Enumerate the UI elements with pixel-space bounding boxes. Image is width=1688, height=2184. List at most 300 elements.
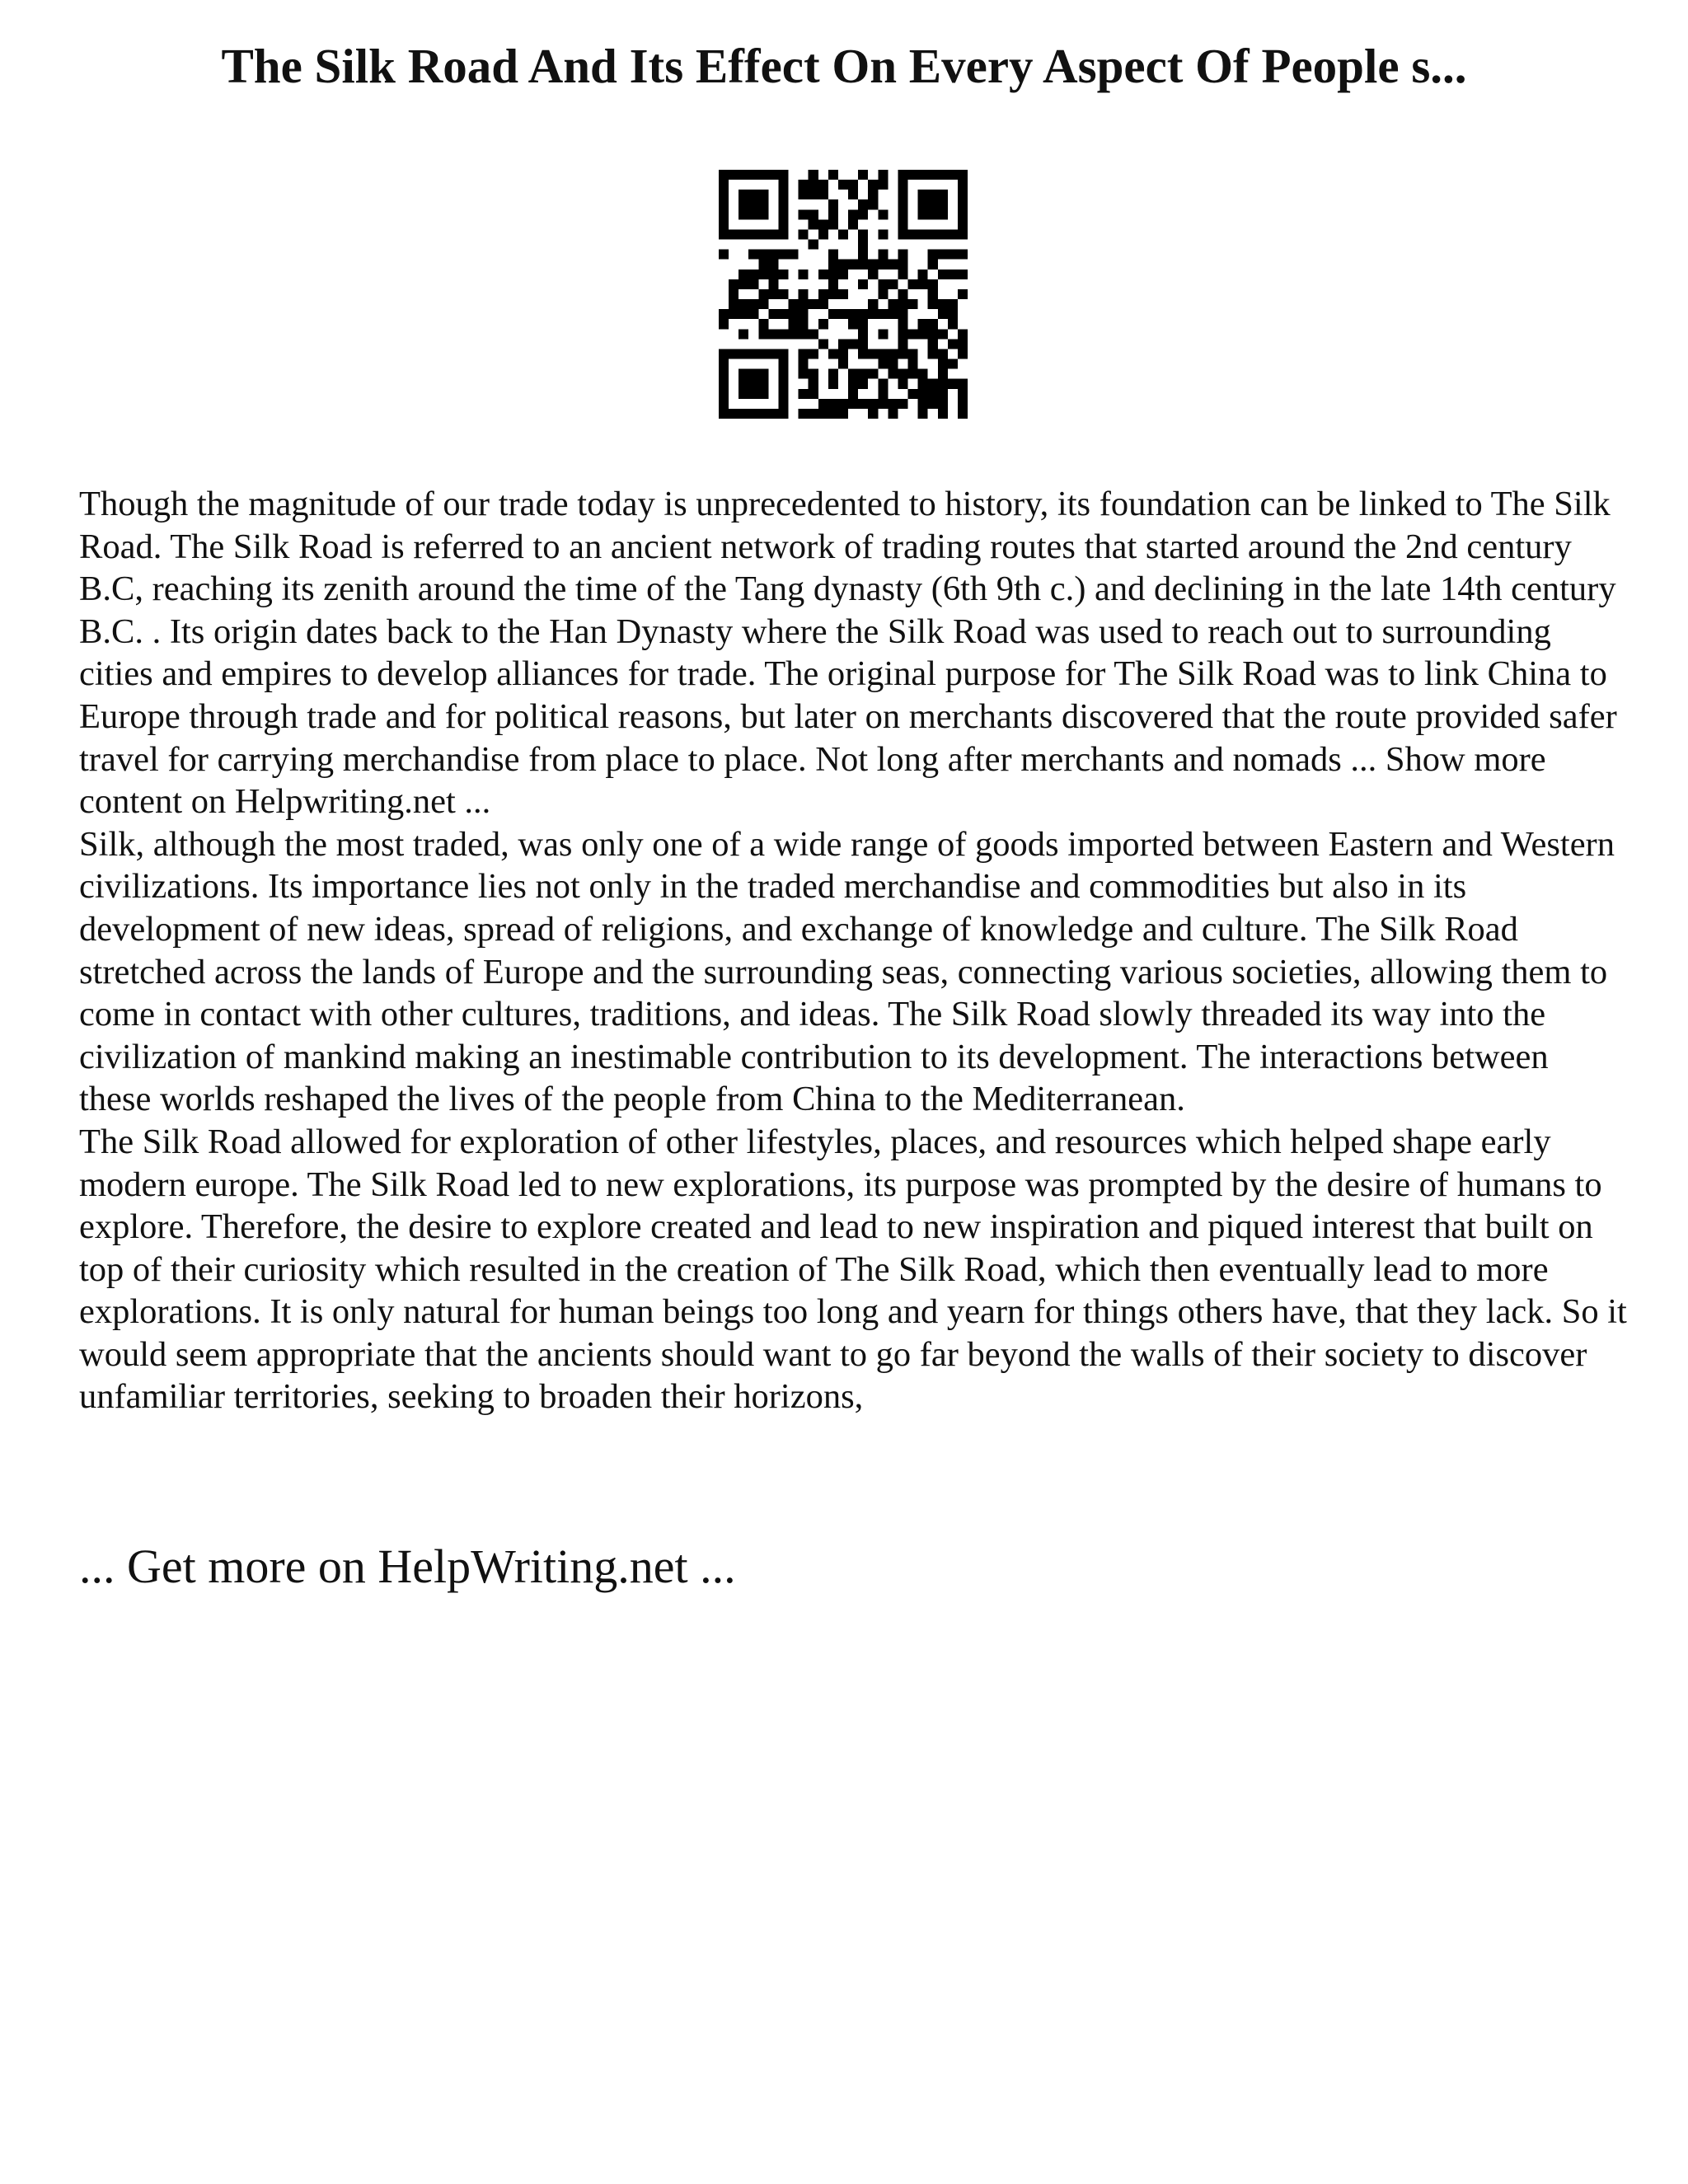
qr-module bbox=[928, 339, 938, 349]
qr-module bbox=[878, 260, 888, 269]
qr-module bbox=[938, 199, 948, 209]
paragraph-3: The Silk Road allowed for exploration of other lifestyles, places, and resources which helped shape early modern europe. The Silk Road led to new explorations, its purpose was prompted by the desire of humans to explore. Therefore, the desire to explore created and lead to new inspiration and piqued interest that built on top of their curiosity which resulted in the creation of The Silk Road, which then eventually lead to more explorations. It is only natural for human beings too long and yearn for things others have, that they lack. So it would seem appropriate that the ancients should want to go far beyond the walls of their society to discover unfamiliar territories, seeking to broaden their horizons, bbox=[79, 1122, 1627, 1417]
qr-module bbox=[719, 319, 729, 329]
qr-module bbox=[799, 349, 809, 359]
qr-module bbox=[738, 299, 748, 309]
qr-module bbox=[778, 209, 788, 219]
qr-module bbox=[748, 409, 758, 419]
qr-module bbox=[758, 379, 768, 389]
qr-module bbox=[888, 359, 898, 369]
qr-module bbox=[719, 349, 729, 359]
qr-module bbox=[868, 299, 878, 309]
qr-module bbox=[729, 170, 738, 180]
qr-module bbox=[918, 389, 928, 399]
qr-module bbox=[938, 409, 948, 419]
qr-module bbox=[958, 229, 968, 239]
qr-module bbox=[858, 399, 868, 409]
qr-module bbox=[948, 269, 958, 279]
qr-module bbox=[799, 229, 809, 239]
qr-module bbox=[719, 399, 729, 409]
qr-module bbox=[878, 359, 888, 369]
qr-module bbox=[719, 170, 729, 180]
qr-module bbox=[848, 209, 858, 219]
qr-module bbox=[778, 250, 788, 260]
qr-module bbox=[809, 190, 818, 199]
qr-module bbox=[758, 170, 768, 180]
qr-module bbox=[818, 399, 828, 409]
qr-module bbox=[738, 199, 748, 209]
qr-module bbox=[948, 309, 958, 319]
qr-module bbox=[948, 379, 958, 389]
qr-module bbox=[809, 240, 818, 250]
qr-module bbox=[898, 260, 907, 269]
qr-module bbox=[748, 170, 758, 180]
qr-module bbox=[958, 170, 968, 180]
qr-module bbox=[748, 389, 758, 399]
qr-module bbox=[799, 409, 809, 419]
qr-module bbox=[898, 309, 907, 319]
qr-module bbox=[809, 329, 818, 339]
qr-code-icon bbox=[719, 170, 968, 419]
qr-module bbox=[748, 209, 758, 219]
qr-module bbox=[828, 399, 838, 409]
qr-module bbox=[719, 199, 729, 209]
qr-module bbox=[729, 409, 738, 419]
qr-module bbox=[878, 279, 888, 289]
qr-module bbox=[918, 369, 928, 379]
qr-module bbox=[918, 329, 928, 339]
qr-module bbox=[789, 250, 799, 260]
qr-module bbox=[738, 279, 748, 289]
qr-module bbox=[918, 209, 928, 219]
qr-module bbox=[928, 199, 938, 209]
qr-module bbox=[868, 199, 878, 209]
qr-module bbox=[768, 279, 778, 289]
qr-module bbox=[818, 319, 828, 329]
qr-module bbox=[918, 319, 928, 329]
qr-module bbox=[958, 219, 968, 229]
qr-module bbox=[938, 389, 948, 399]
qr-module bbox=[809, 389, 818, 399]
qr-module bbox=[958, 180, 968, 190]
qr-module bbox=[729, 349, 738, 359]
qr-module bbox=[799, 369, 809, 379]
qr-module bbox=[778, 180, 788, 190]
qr-module bbox=[758, 369, 768, 379]
qr-module bbox=[768, 349, 778, 359]
qr-module bbox=[738, 389, 748, 399]
qr-module bbox=[958, 389, 968, 399]
qr-module bbox=[758, 269, 768, 279]
qr-module bbox=[818, 180, 828, 190]
qr-module bbox=[799, 289, 809, 299]
qr-module bbox=[828, 279, 838, 289]
qr-module bbox=[778, 369, 788, 379]
qr-module bbox=[738, 190, 748, 199]
qr-module bbox=[878, 389, 888, 399]
qr-module bbox=[848, 180, 858, 190]
qr-module bbox=[848, 219, 858, 229]
qr-module bbox=[738, 349, 748, 359]
qr-module bbox=[898, 269, 907, 279]
qr-module bbox=[878, 349, 888, 359]
qr-module bbox=[719, 369, 729, 379]
qr-module bbox=[868, 349, 878, 359]
qr-module bbox=[789, 299, 799, 309]
qr-module bbox=[828, 289, 838, 299]
qr-module bbox=[828, 219, 838, 229]
qr-module bbox=[868, 260, 878, 269]
qr-module bbox=[888, 299, 898, 309]
qr-module bbox=[768, 309, 778, 319]
qr-module bbox=[748, 299, 758, 309]
qr-module bbox=[938, 349, 948, 359]
qr-module bbox=[958, 329, 968, 339]
qr-module bbox=[748, 199, 758, 209]
qr-module bbox=[848, 260, 858, 269]
document-title: The Silk Road And Its Effect On Every Aspect Of People s... bbox=[221, 39, 1467, 93]
qr-module bbox=[868, 180, 878, 190]
qr-module bbox=[738, 229, 748, 239]
qr-module bbox=[778, 190, 788, 199]
qr-module bbox=[958, 269, 968, 279]
qr-module bbox=[719, 389, 729, 399]
qr-module bbox=[799, 319, 809, 329]
qr-module bbox=[928, 190, 938, 199]
qr-module bbox=[868, 269, 878, 279]
qr-module bbox=[938, 369, 948, 379]
qr-module bbox=[858, 329, 868, 339]
qr-module bbox=[848, 190, 858, 199]
qr-module bbox=[878, 170, 888, 180]
qr-module bbox=[748, 379, 758, 389]
qr-module bbox=[729, 229, 738, 239]
qr-module bbox=[858, 339, 868, 349]
qr-module bbox=[778, 309, 788, 319]
qr-module bbox=[748, 190, 758, 199]
qr-module bbox=[828, 260, 838, 269]
qr-module bbox=[938, 399, 948, 409]
qr-module bbox=[918, 170, 928, 180]
qr-module bbox=[938, 299, 948, 309]
qr-module bbox=[768, 329, 778, 339]
qr-module bbox=[719, 219, 729, 229]
qr-module bbox=[858, 319, 868, 329]
qr-module bbox=[878, 399, 888, 409]
qr-module bbox=[778, 359, 788, 369]
qr-module bbox=[918, 199, 928, 209]
qr-module bbox=[818, 409, 828, 419]
qr-module bbox=[838, 409, 848, 419]
qr-module bbox=[928, 349, 938, 359]
qr-module bbox=[878, 180, 888, 190]
qr-module bbox=[778, 289, 788, 299]
qr-module bbox=[719, 250, 729, 260]
qr-module bbox=[828, 379, 838, 389]
qr-module bbox=[848, 319, 858, 329]
qr-module bbox=[738, 269, 748, 279]
qr-module bbox=[738, 379, 748, 389]
qr-module bbox=[809, 180, 818, 190]
qr-module bbox=[958, 379, 968, 389]
qr-module bbox=[738, 369, 748, 379]
qr-module bbox=[768, 170, 778, 180]
qr-module bbox=[898, 349, 907, 359]
qr-module bbox=[818, 229, 828, 239]
qr-module bbox=[828, 369, 838, 379]
qr-module bbox=[918, 279, 928, 289]
qr-module bbox=[838, 339, 848, 349]
qr-module bbox=[938, 269, 948, 279]
qr-module bbox=[848, 309, 858, 319]
qr-module bbox=[758, 329, 768, 339]
qr-module bbox=[778, 329, 788, 339]
qr-module bbox=[928, 260, 938, 269]
qr-module bbox=[858, 309, 868, 319]
qr-module bbox=[799, 190, 809, 199]
qr-module bbox=[809, 379, 818, 389]
qr-module bbox=[858, 349, 868, 359]
qr-module bbox=[809, 409, 818, 419]
qr-module bbox=[758, 250, 768, 260]
qr-module bbox=[888, 369, 898, 379]
qr-module bbox=[768, 409, 778, 419]
qr-module bbox=[948, 250, 958, 260]
qr-module bbox=[858, 369, 868, 379]
qr-module bbox=[958, 349, 968, 359]
qr-module bbox=[928, 209, 938, 219]
qr-module bbox=[818, 339, 828, 349]
qr-module bbox=[828, 409, 838, 419]
qr-module bbox=[778, 379, 788, 389]
qr-module bbox=[868, 190, 878, 199]
qr-module bbox=[799, 180, 809, 190]
qr-module bbox=[948, 319, 958, 329]
qr-module bbox=[918, 379, 928, 389]
qr-module bbox=[918, 229, 928, 239]
qr-module bbox=[719, 309, 729, 319]
qr-module bbox=[928, 389, 938, 399]
qr-module bbox=[758, 229, 768, 239]
qr-module bbox=[719, 180, 729, 190]
qr-module bbox=[918, 409, 928, 419]
qr-module bbox=[898, 289, 907, 299]
qr-module bbox=[928, 170, 938, 180]
qr-module bbox=[858, 240, 868, 250]
qr-module bbox=[888, 279, 898, 289]
qr-module bbox=[898, 209, 907, 219]
qr-module bbox=[898, 180, 907, 190]
qr-module bbox=[828, 250, 838, 260]
qr-module bbox=[838, 229, 848, 239]
qr-module bbox=[738, 209, 748, 219]
qr-module bbox=[878, 309, 888, 319]
qr-module bbox=[938, 359, 948, 369]
qr-module bbox=[738, 309, 748, 319]
qr-module bbox=[719, 409, 729, 419]
qr-module bbox=[858, 279, 868, 289]
qr-module bbox=[898, 339, 907, 349]
qr-module bbox=[748, 269, 758, 279]
qr-module bbox=[748, 229, 758, 239]
qr-module bbox=[868, 369, 878, 379]
qr-module bbox=[799, 309, 809, 319]
qr-module bbox=[768, 269, 778, 279]
qr-module bbox=[878, 229, 888, 239]
qr-module bbox=[838, 309, 848, 319]
qr-module bbox=[858, 209, 868, 219]
qr-module bbox=[838, 269, 848, 279]
qr-module bbox=[818, 190, 828, 199]
qr-module bbox=[758, 190, 768, 199]
qr-module bbox=[958, 409, 968, 419]
qr-module bbox=[768, 250, 778, 260]
qr-module bbox=[938, 209, 948, 219]
qr-module bbox=[799, 329, 809, 339]
qr-module bbox=[758, 319, 768, 329]
qr-module bbox=[908, 359, 918, 369]
qr-module bbox=[778, 349, 788, 359]
qr-module bbox=[938, 379, 948, 389]
qr-module bbox=[778, 219, 788, 229]
qr-module bbox=[848, 369, 858, 379]
qr-module bbox=[928, 229, 938, 239]
qr-module bbox=[729, 279, 738, 289]
qr-module bbox=[948, 299, 958, 309]
qr-module bbox=[828, 209, 838, 219]
get-more-link[interactable]: ... Get more on HelpWriting.net ... bbox=[79, 1540, 736, 1593]
qr-module bbox=[898, 199, 907, 209]
qr-module bbox=[748, 250, 758, 260]
qr-module bbox=[848, 379, 858, 389]
qr-module bbox=[799, 359, 809, 369]
qr-module bbox=[828, 309, 838, 319]
qr-module bbox=[719, 209, 729, 219]
qr-module bbox=[918, 269, 928, 279]
qr-module bbox=[828, 349, 838, 359]
qr-module bbox=[858, 260, 868, 269]
qr-module bbox=[778, 170, 788, 180]
qr-module bbox=[958, 190, 968, 199]
qr-module bbox=[858, 250, 868, 260]
qr-module bbox=[818, 219, 828, 229]
qr-module bbox=[898, 319, 907, 329]
qr-module bbox=[748, 349, 758, 359]
qr-module bbox=[838, 289, 848, 299]
qr-module bbox=[758, 209, 768, 219]
qr-module bbox=[918, 399, 928, 409]
qr-module bbox=[729, 299, 738, 309]
qr-module bbox=[908, 229, 918, 239]
qr-module bbox=[738, 170, 748, 180]
qr-module bbox=[948, 359, 958, 369]
qr-module bbox=[928, 289, 938, 299]
qr-module bbox=[848, 389, 858, 399]
qr-module bbox=[928, 319, 938, 329]
qr-module bbox=[809, 219, 818, 229]
qr-module bbox=[828, 170, 838, 180]
qr-module bbox=[858, 170, 868, 180]
qr-module bbox=[799, 269, 809, 279]
qr-module bbox=[898, 250, 907, 260]
qr-module bbox=[938, 190, 948, 199]
qr-module bbox=[888, 399, 898, 409]
qr-module bbox=[789, 329, 799, 339]
qr-module bbox=[918, 190, 928, 199]
qr-module bbox=[938, 250, 948, 260]
qr-module bbox=[868, 309, 878, 319]
qr-module bbox=[809, 209, 818, 219]
qr-module bbox=[858, 199, 868, 209]
qr-module bbox=[928, 329, 938, 339]
qr-module bbox=[878, 250, 888, 260]
qr-module bbox=[898, 219, 907, 229]
qr-module bbox=[928, 279, 938, 289]
qr-module bbox=[768, 229, 778, 239]
qr-module bbox=[719, 359, 729, 369]
qr-module bbox=[758, 409, 768, 419]
qr-module bbox=[898, 170, 907, 180]
qr-module bbox=[878, 289, 888, 299]
qr-module bbox=[758, 349, 768, 359]
qr-module bbox=[799, 209, 809, 219]
qr-module bbox=[888, 309, 898, 319]
qr-module bbox=[818, 299, 828, 309]
qr-module bbox=[719, 379, 729, 389]
qr-module bbox=[888, 409, 898, 419]
qr-module bbox=[778, 229, 788, 239]
qr-module bbox=[958, 399, 968, 409]
qr-module bbox=[828, 269, 838, 279]
qr-module bbox=[888, 260, 898, 269]
qr-module bbox=[948, 339, 958, 349]
qr-module bbox=[729, 289, 738, 299]
qr-module bbox=[848, 339, 858, 349]
qr-module bbox=[748, 369, 758, 379]
qr-module bbox=[789, 319, 799, 329]
qr-module bbox=[768, 260, 778, 269]
qr-module bbox=[758, 389, 768, 399]
qr-module bbox=[809, 299, 818, 309]
paragraph-1: Though the magnitude of our trade today is unprecedented to history, its foundation can be linked to The Silk Road. The Silk Road is referred to an ancient network of trading routes that started around the 2nd century B.C, reaching its zenith around the time of the Tang dynasty (6th 9th c.) and declining in the late 14th century B.C. . Its origin dates back to the Han Dynasty where the Silk Road was used to reach out to surrounding cities and empires to develop alliances for trade. The original purpose for The Silk Road was to link China to Europe through trade and for political reasons, but later on merchants discovered that the route provided safer travel for carrying merchandise from place to place. Not long after merchants and nomads ... Show more content on Helpwriting.net ... bbox=[79, 485, 1617, 822]
qr-module bbox=[848, 399, 858, 409]
qr-module bbox=[778, 399, 788, 409]
qr-module bbox=[908, 299, 918, 309]
qr-module bbox=[878, 209, 888, 219]
qr-module bbox=[838, 399, 848, 409]
qr-module bbox=[838, 180, 848, 190]
qr-module bbox=[938, 170, 948, 180]
qr-module bbox=[908, 389, 918, 399]
qr-module bbox=[758, 199, 768, 209]
qr-module bbox=[908, 170, 918, 180]
qr-module bbox=[809, 369, 818, 379]
qr-module bbox=[838, 349, 848, 359]
qr-module bbox=[778, 389, 788, 399]
qr-module bbox=[908, 329, 918, 339]
qr-module bbox=[938, 329, 948, 339]
qr-module bbox=[789, 309, 799, 319]
qr-module bbox=[748, 279, 758, 289]
qr-module bbox=[719, 190, 729, 199]
qr-module bbox=[818, 269, 828, 279]
qr-module bbox=[858, 379, 868, 389]
qr-module bbox=[778, 199, 788, 209]
qr-module bbox=[809, 349, 818, 359]
qr-module bbox=[878, 329, 888, 339]
qr-module bbox=[758, 299, 768, 309]
paragraph-2: Silk, although the most traded, was only one of a wide range of goods imported between Eastern and Western civilizations. Its importance lies not only in the traded merchandise and commodities but also in its development of new ideas, spread of religions, and exchange of knowledge and culture. The Silk Road stretched across the lands of Europe and the surrounding seas, connecting various societies, allowing them to come in contact with other cultures, traditions, and ideas. The Silk Road slowly threaded its way into the civilization of mankind making an inestimable contribution to its development. The interactions between these worlds reshaped the lives of the people from China to the Mediterranean. bbox=[79, 824, 1615, 1119]
